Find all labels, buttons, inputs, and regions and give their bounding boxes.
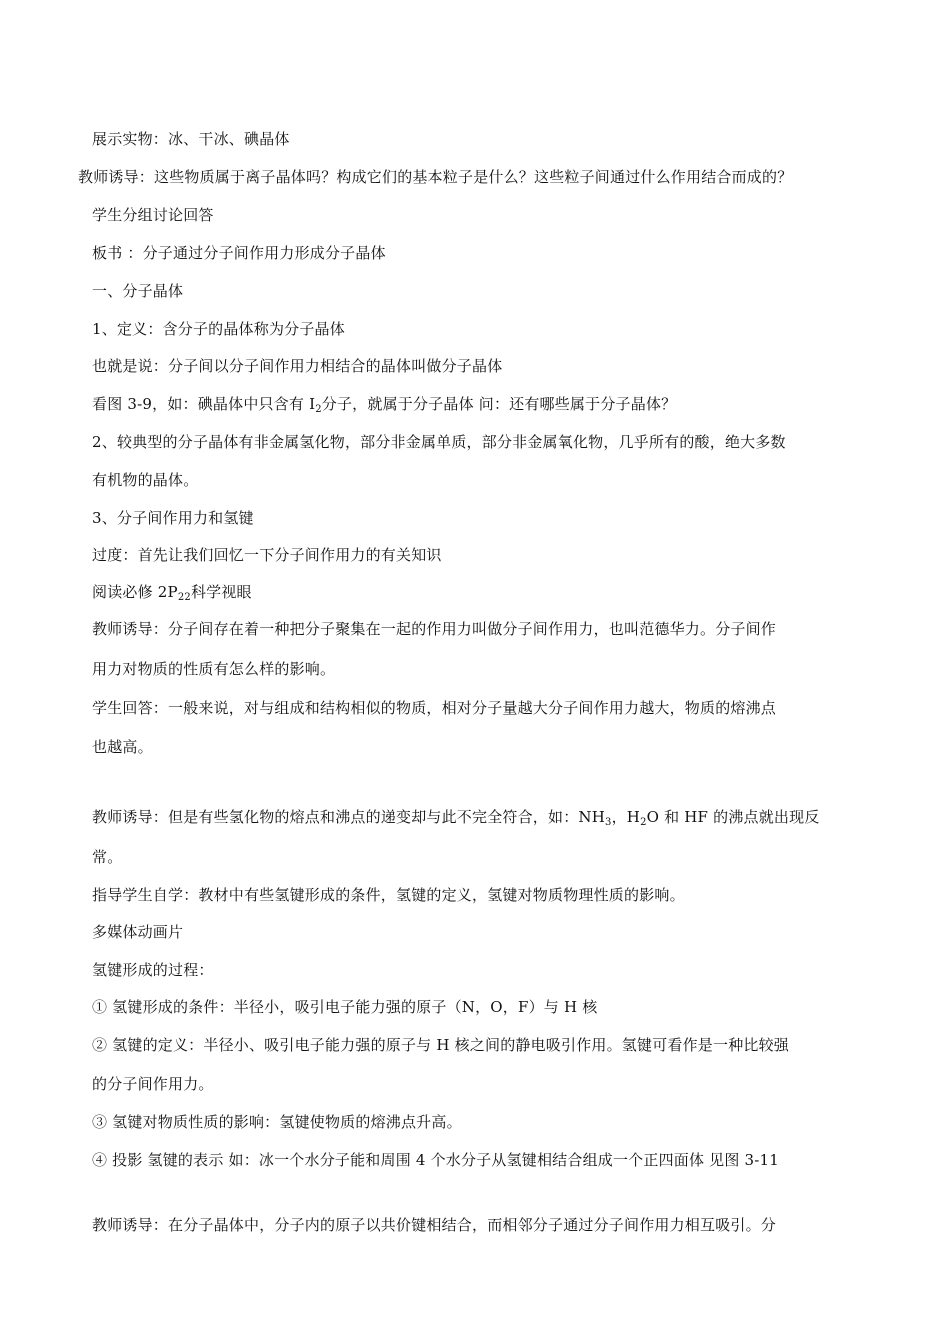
text-line: 多媒体动画片 <box>92 923 184 941</box>
text-line: 3、分子间作用力和氢键 <box>92 509 254 527</box>
text-line: 指导学生自学：教材中有些氢键形成的条件，氢键的定义，氢键对物质物理性质的影响。 <box>92 886 685 904</box>
text-line: 教师诱导：分子间存在着一种把分子聚集在一起的作用力叫做分子间作用力，也叫范德华力。分子间作 <box>92 620 777 638</box>
list-item: ④ 投影 氢键的表示 如：冰一个水分子能和周围 4 个水分子从氢键相结合组成一个正四面体 见图 3-11 <box>92 1151 780 1169</box>
text-line: 也就是说：分子间以分子间作用力相结合的晶体叫做分子晶体 <box>92 357 503 375</box>
text-line: 有机物的晶体。 <box>92 471 199 489</box>
text-line: 氢键形成的过程： <box>92 961 214 979</box>
list-item: ① 氢键形成的条件：半径小，吸引电子能力强的原子（N，O，F）与 H 核 <box>92 998 598 1016</box>
text-line: 的分子间作用力。 <box>92 1075 214 1093</box>
text-line: 看图 3-9，如：碘晶体中只含有 $I_2$分子，就属于分子晶体 问：还有哪些属于分子晶体？ <box>92 395 677 415</box>
section-heading: 一、分子晶体 <box>92 282 184 300</box>
text-line: 1、定义：含分子的晶体称为分子晶体 <box>92 320 345 338</box>
text-line: 过度：首先让我们回忆一下分子间作用力的有关知识 <box>92 546 442 564</box>
text-line: 学生分组讨论回答 <box>92 206 214 224</box>
text-line: 用力对物质的性质有怎么样的影响。 <box>92 660 336 678</box>
list-item: ② 氢键的定义：半径小、吸引电子能力强的原子与 H 核之间的静电吸引作用。氢键可看作是一种比较强 <box>92 1036 789 1054</box>
list-item: ③ 氢键对物质性质的影响：氢键使物质的熔沸点升高。 <box>92 1113 462 1131</box>
text-line: 板书 ：分子通过分子间作用力形成分子晶体 <box>92 244 386 262</box>
text-line: 学生回答：一般来说，对与组成和结构相似的物质，相对分子量越大分子间作用力越大，物质的熔沸点 <box>92 699 777 717</box>
text-line: 教师诱导：但是有些氢化物的熔点和沸点的递变却与此不完全符合，如：$NH_3$，$H_2O$ 和 HF 的沸点就出现反 <box>92 808 820 828</box>
text-line: 教师诱导：在分子晶体中，分子内的原子以共价键相结合，而相邻分子通过分子间作用力相互吸引。分 <box>92 1216 777 1234</box>
text-line: 2、较典型的分子晶体有非金属氢化物，部分非金属单质，部分非金属氧化物，几乎所有的酸，绝大多数 <box>92 433 786 451</box>
text-line: 也越高。 <box>92 738 153 756</box>
text-line: 教师诱导：这些物质属于离子晶体吗？构成它们的基本粒子是什么？这些粒子间通过什么作用结合而成的？ <box>78 168 793 186</box>
text-line: 常。 <box>92 848 123 866</box>
text-line: 阅读必修 $2P_{22}$科学视眼 <box>92 583 252 603</box>
text-line: 展示实物：冰、干冰、碘晶体 <box>92 130 290 148</box>
